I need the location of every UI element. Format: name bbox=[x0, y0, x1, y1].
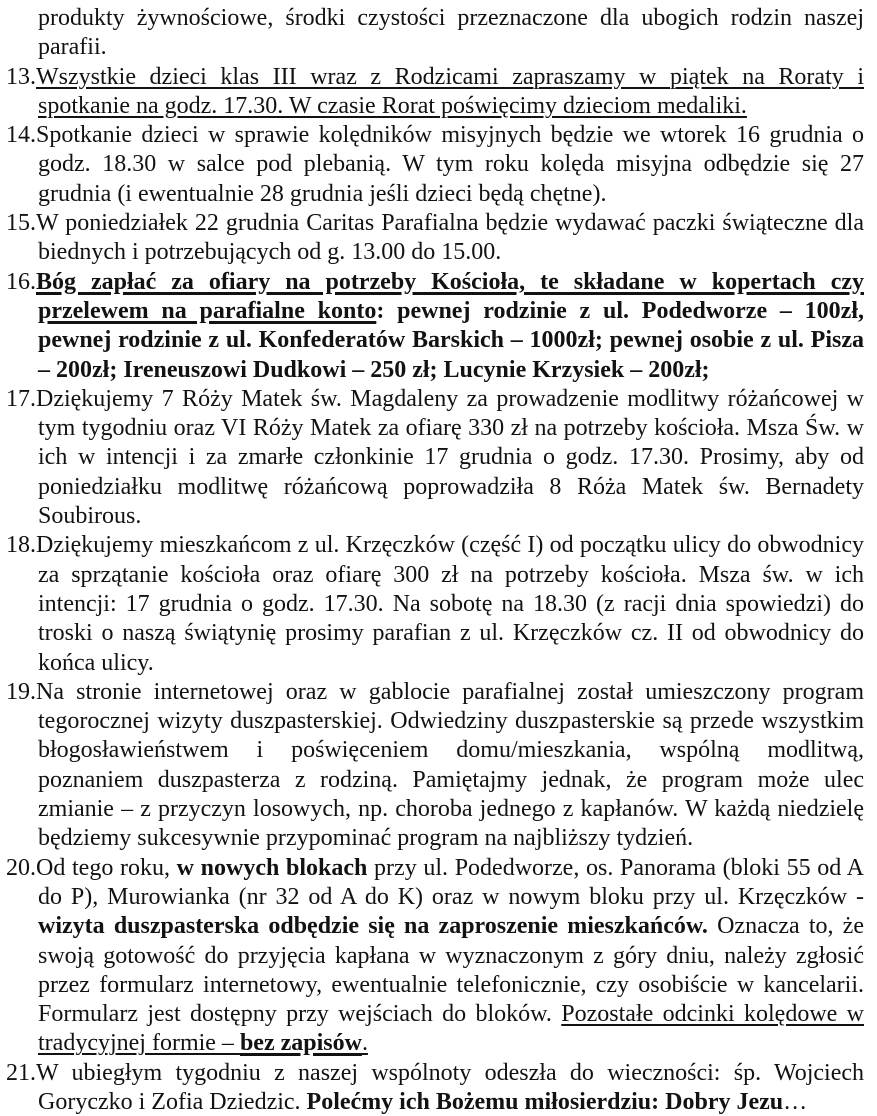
item-number: 13. bbox=[6, 63, 36, 90]
announcement-item-20 bbox=[6, 854, 864, 1059]
item-text-segment: Od tego roku, bbox=[36, 854, 177, 881]
item-text-segment: Oznacza to, że swoją gotowość do przyjęcia kapłana w wyznaczonym z góry dniu, należy zgłosić przez formularz internetowy, ewentualnie telefonicznie, czy osobiście w kancelarii. Formularz jest dostępny przy wejściach do bloków. bbox=[38, 913, 864, 1028]
announcement-item-17 bbox=[6, 385, 864, 531]
item-number: 20. bbox=[6, 854, 36, 881]
item-text-segment: . bbox=[361, 1030, 368, 1057]
announcement-item-13 bbox=[6, 63, 864, 122]
item-text-segment: W poniedziałek 22 grudnia Caritas Parafialna będzie wydawać paczki świąteczne dla biednych i potrzebujących od g. 13.00 do 15.00. bbox=[36, 210, 864, 266]
item-text-segment: Polećmy ich Bożemu miłosierdziu: Dobry Jezu bbox=[306, 1088, 784, 1115]
item-number: 16. bbox=[6, 268, 36, 295]
paragraph-continuation-text: produkty żywnościowe, środki czystości przeznaczone dla ubogich rodzin naszej parafii. bbox=[38, 5, 864, 61]
item-text-segment: Na stronie internetowej oraz w gablocie parafialnej został umieszczony program tegorocznej wizyty duszpasterskiej. Odwiedziny duszpasterskie są przede wszystkim błogosławieństwem i poświęceniem domu/mieszkania, wspólną modlitwą, poznaniem duszpasterza z rodziną. Pamiętajmy jednak, że program może ulec zmianie – z przyczyn losowych, np. choroba jednego z kapłanów. W każdą niedzielę będziemy sukcesywnie przypominać program na najbliższy tydzień. bbox=[36, 678, 864, 852]
item-text-segment: w nowych blokach bbox=[176, 854, 368, 881]
item-text-segment: Pozostałe odcinki kolędowe w tradycyjnej formie – bbox=[38, 1001, 865, 1057]
item-number: 15. bbox=[6, 210, 36, 237]
item-text-segment: W ubiegłym tygodniu z naszej wspólnoty odeszła do wieczności: śp. Wojciech Goryczko i Zofia Dziedzic. bbox=[36, 1059, 864, 1115]
announcement-item-15 bbox=[6, 209, 864, 268]
item-text-segment: : pewnej rodzinie z ul. Podedworze – 100zł, pewnej rodzinie z ul. Konfederatów Barskich – 1000zł; pewnej osobie z ul. Pisza – 200zł; Ireneuszowi Dudkowi – 250 zł; Lucynie Krzysiek – 200zł; bbox=[38, 297, 864, 383]
announcement-item-19 bbox=[6, 678, 864, 854]
item-number: 14. bbox=[6, 122, 36, 149]
item-text-segment: przy ul. Podedworze, os. Panorama (bloki 55 od A do P), Murowianka (nr 32 od A do K) oraz w nowym bloku przy ul. Krzęczków - bbox=[38, 854, 864, 910]
item-text-segment: Spotkanie dzieci w sprawie kolędników misyjnych będzie we wtorek 16 grudnia o godz. 18.30 w salce pod plebanią. W tym roku kolęda misyjna odbędzie się 27 grudnia (i ewentualnie 28 grudnia jeśli dzieci będą chętne). bbox=[36, 122, 864, 207]
announcement-item-21 bbox=[6, 1059, 864, 1116]
item-number: 18. bbox=[6, 532, 36, 559]
item-text-segment: … bbox=[783, 1088, 808, 1115]
paragraph-continuation bbox=[6, 4, 864, 63]
item-text-segment: wizyta duszpasterska odbędzie się na zaproszenie mieszkańców. bbox=[38, 913, 708, 940]
item-text-segment: bez zapisów bbox=[239, 1030, 362, 1057]
item-text-segment: Bóg zapłać za ofiary na potrzeby Kościoła, te składane w kopertach czy przelewem na parafialne konto bbox=[36, 268, 864, 324]
item-text-segment: Dziękujemy mieszkańcom z ul. Krzęczków (część I) od początku ulicy do obwodnicy za sprzątanie kościoła oraz ofiarę 300 zł na potrzeby kościoła. Msza św. w ich intencji: 17 grudnia o godz. 17.30. Na sobotę na 18.30 (z racji dnia spowiedzi) do troski o naszą świątynię prosimy parafian z ul. Krzęczków cz. II od obwodnicy do końca ulicy. bbox=[36, 532, 864, 676]
announcement-item-18 bbox=[6, 531, 864, 677]
announcement-item-14 bbox=[6, 121, 864, 209]
item-number: 17. bbox=[6, 385, 36, 412]
item-text-segment: Dziękujemy 7 Róży Matek św. Magdaleny za prowadzenie modlitwy różańcowej w tym tygodniu oraz VI Róży Matek za ofiarę 330 zł na potrzeby kościoła. Msza Św. w ich w intencji i za zmarłe członkinie 17 grudnia o godz. 17.30. Prosimy, aby od poniedziałku modlitwę różańcową poprowadziła 8 Róża Matek św. Bernadety Soubirous. bbox=[36, 385, 864, 530]
announcement-item-16 bbox=[6, 268, 864, 385]
item-number: 21. bbox=[6, 1059, 36, 1086]
item-text-segment: Wszystkie dzieci klas III wraz z Rodzicami zapraszamy w piątek na Roraty i spotkanie na godz. 17.30. W czasie Rorat poświęcimy dzieciom medaliki. bbox=[36, 63, 864, 119]
item-number: 19. bbox=[6, 678, 36, 705]
